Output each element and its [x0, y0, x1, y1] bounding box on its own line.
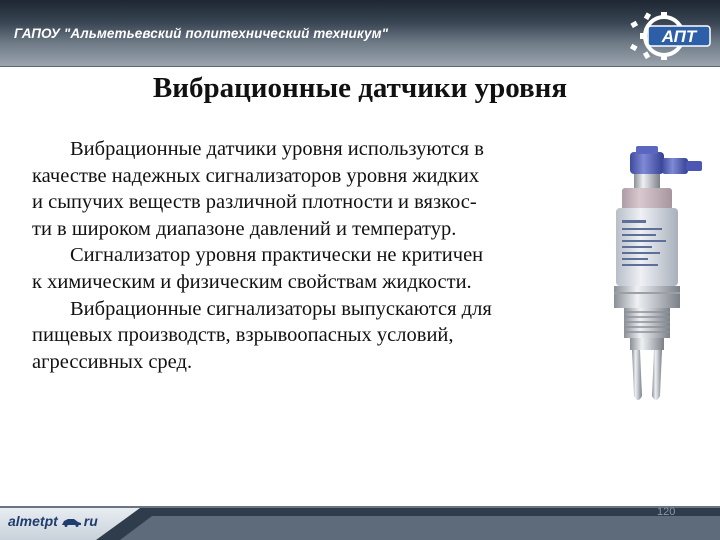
vibration-level-sensor-image: [592, 146, 712, 406]
website-domain: ru: [83, 513, 98, 529]
body-line: качестве надежных сигнализаторов уровня жидких: [32, 164, 480, 187]
website-address: [8, 513, 98, 529]
car-icon: [60, 517, 82, 527]
body-line: Сигнализатор уровня практически не критичен: [70, 244, 484, 267]
logo-text: АПТ: [661, 27, 697, 46]
website-name: almetpt: [8, 513, 58, 529]
body-line: ти в широком диапазоне давлений и температур.: [32, 217, 457, 240]
body-line: Вибрационные датчики уровня используются в: [70, 138, 484, 160]
header-bar: [0, 0, 720, 67]
body-paragraphs: [32, 136, 582, 375]
body-line: и сыпучих веществ различной плотности и вязкос-: [32, 191, 477, 214]
footer-stripe-decoration: [0, 508, 720, 540]
body-line: Вибрационные сигнализаторы выпускаются для: [70, 297, 492, 320]
body-line: агрессивных сред.: [32, 350, 193, 373]
college-logo-icon: [624, 12, 714, 60]
body-line: к химическим и физическим свойствам жидкости.: [32, 270, 472, 293]
slide-title: Вибрационные датчики уровня: [152, 72, 568, 104]
page-number: 120: [657, 506, 676, 518]
organization-title: ГАПОУ "Альметьевский политехнический техникум": [14, 26, 389, 41]
body-line: пищевых производств, взрывоопасных условий,: [32, 324, 454, 347]
